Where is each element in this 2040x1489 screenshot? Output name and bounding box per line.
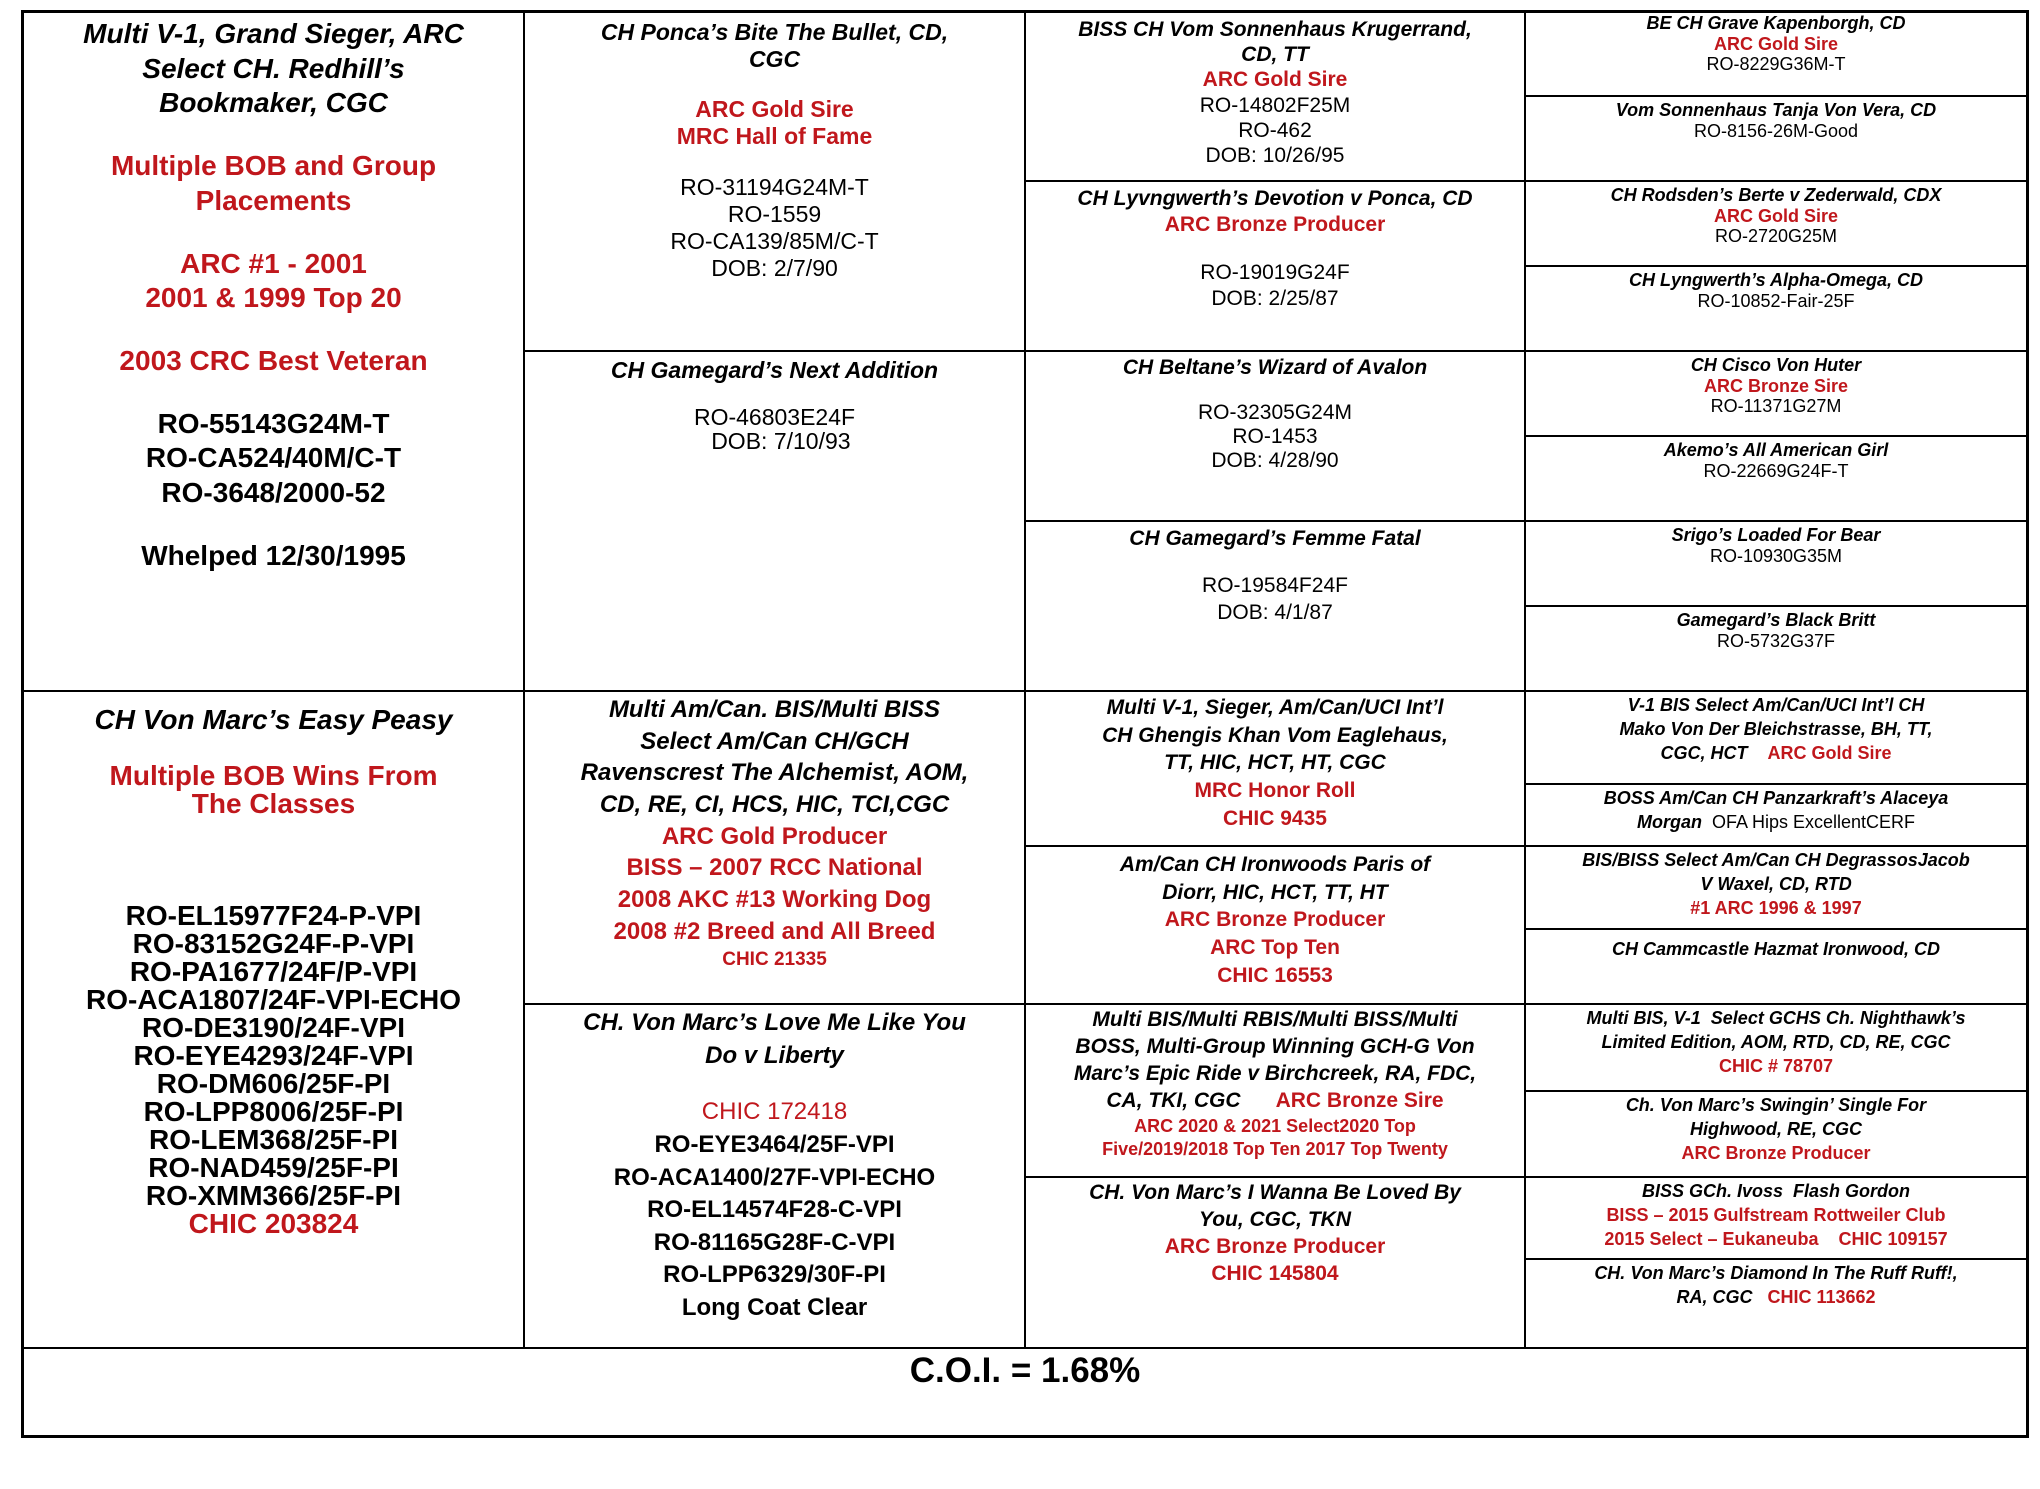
dam-cell <box>24 692 523 1347</box>
text-line: Highwood, RE, CGC <box>1690 1118 1862 1139</box>
text-line: ARC Bronze Producer <box>1681 1142 1871 1163</box>
text-line: Multi BIS/Multi RBIS/Multi BISS/Multi <box>1092 1008 1458 1031</box>
text-line: RO-8156-26M-Good <box>1693 120 1859 141</box>
text-line: CH. Von Marc’s Love Me Like You <box>583 1009 966 1036</box>
row-divider <box>24 1347 2026 1349</box>
g4-cell-14 <box>1526 1092 2026 1176</box>
text-line: V-1 BIS Select Am/Can/UCI Int’l CH <box>1627 695 1925 715</box>
text-line: 2008 AKC #13 Working Dog <box>617 886 932 914</box>
text-line: RO-LPP6329/30F-PI <box>663 1261 886 1289</box>
g4-cell-11 <box>1526 847 2026 928</box>
text-line: RO-462 <box>1238 118 1312 142</box>
text-line: BISS – 2007 RCC National <box>626 854 923 882</box>
text-line: MRC Hall of Fame <box>676 123 873 150</box>
text-line: BE CH Grave Kapenborgh, CD <box>1646 13 1906 33</box>
text-line: CHIC 172418 <box>701 1098 848 1126</box>
text-line: CH Ghengis Khan Vom Eaglehaus, <box>1102 723 1448 747</box>
spacer <box>1026 552 1524 573</box>
g3-cell-6 <box>1026 847 1524 1003</box>
g3-cell-5 <box>1026 692 1524 845</box>
text-fragment: OFA Hips ExcellentCERF <box>1701 811 1916 832</box>
text-line: CH Von Marc’s Easy Peasy <box>94 704 453 735</box>
text-line: RO-CA524/40M/C-T <box>145 442 402 474</box>
text-line: Multi V-1, Sieger, Am/Can/UCI Int’l <box>1106 696 1444 719</box>
text-line: RO-19584F24F <box>1202 574 1348 598</box>
text-line: ARC Bronze Producer <box>1164 908 1386 932</box>
text-line: Mako Von Der Bleichstrasse, BH, TT, <box>1619 718 1933 739</box>
text-line: RO-3648/2000-52 <box>161 477 386 509</box>
text-line: RO-11371G27M <box>1710 396 1842 417</box>
text-line: Marc’s Epic Ride v Birchcreek, RA, FDC, <box>1073 1061 1477 1085</box>
text-line: CD, TT <box>1241 43 1309 67</box>
text-line: ARC Bronze Producer <box>1164 213 1386 237</box>
text-line: CHIC 21335 <box>722 949 827 971</box>
text-line: Diorr, HIC, HCT, TT, HT <box>1162 880 1388 904</box>
text-fragment: ARC Gold Sire <box>1767 742 1892 763</box>
spacer <box>24 734 523 762</box>
text-line: BOSS, Multi-Group Winning GCH-G Von <box>1075 1034 1475 1058</box>
text-line: RO-EYE4293/24F-VPI <box>133 1040 414 1071</box>
spacer <box>525 382 1024 405</box>
text-fragment: RA, CGC <box>1676 1286 1753 1307</box>
text-line: #1 ARC 1996 & 1997 <box>1690 897 1862 918</box>
text-line: RO-1559 <box>727 200 822 227</box>
text-fragment <box>1241 1089 1276 1112</box>
text-line: Multi V-1, Grand Sieger, ARC <box>83 18 464 49</box>
text-line: CH Cisco Von Huter <box>1690 355 1862 375</box>
text-line: RO-DM606/25F-PI <box>156 1068 391 1099</box>
text-line: ARC 2020 & 2021 Select2020 Top <box>1134 1115 1416 1136</box>
coi-value: C.O.I. = 1.68% <box>909 1351 1141 1390</box>
text-line: CH. Von Marc’s I Wanna Be Loved By <box>1089 1181 1461 1204</box>
text-line: RO-8229G36M-T <box>1706 54 1846 75</box>
text-line: RO-31194G24M-T <box>680 173 869 200</box>
text-line: RO-NAD459/25F-PI <box>148 1152 399 1183</box>
text-line: Vom Sonnenhaus Tanja Von Vera, CD <box>1615 100 1937 120</box>
g4-cell-12 <box>1526 930 2026 1003</box>
text-line: CHIC 203824 <box>188 1208 359 1239</box>
spacer <box>525 1072 1024 1096</box>
text-line: RO-LPP8006/25F-PI <box>143 1096 404 1127</box>
text-line: RO-10852-Fair-25F <box>1697 290 1855 311</box>
spacer <box>1026 380 1524 401</box>
text-line: Multiple BOB and Group <box>110 150 437 182</box>
text-line: CHIC 9435 <box>1223 806 1327 830</box>
text-line: RO-EL15977F24-P-VPI <box>125 900 422 931</box>
g3-cell-4 <box>1026 522 1524 690</box>
text-fragment: CHIC 113662 <box>1767 1286 1876 1307</box>
text-line: CHIC 16553 <box>1217 963 1333 987</box>
text-line: RO-10930G35M <box>1709 545 1843 566</box>
spacer <box>24 846 523 874</box>
text-line: ARC Gold Sire <box>1713 205 1838 226</box>
text-fragment: CGC, HCT <box>1660 742 1748 763</box>
text-line: RO-DE3190/24F-VPI <box>142 1012 405 1043</box>
text-line: Long Coat Clear <box>681 1294 868 1321</box>
text-line: CH Rodsden’s Berte v Zederwald, CDX <box>1610 185 1942 205</box>
text-line: ARC Top Ten <box>1210 936 1340 960</box>
text-line: RO-19019G24F <box>1200 260 1350 284</box>
text-line: RO-1453 <box>1232 425 1318 449</box>
text-line: CH Gamegard’s Femme Fatal <box>1129 527 1421 550</box>
text-line: RO-83152G24F-P-VPI <box>132 928 415 959</box>
g4-cell-13 <box>1526 1005 2026 1090</box>
spacer <box>1026 239 1524 260</box>
text-line: The Classes <box>191 788 356 819</box>
text-line: ARC Bronze Producer <box>1164 1234 1386 1258</box>
text-line: Multi BIS, V-1 Select GCHS Ch. Nighthawk’s <box>1586 1008 1966 1028</box>
text-line: CH Beltane’s Wizard of Avalon <box>1122 356 1428 379</box>
pedigree-table <box>21 10 2029 1438</box>
spacer <box>24 379 523 407</box>
text-line: CH Lyvngwerth’s Devotion v Ponca, CD <box>1077 187 1473 210</box>
text-line: Do v Liberty <box>705 1041 844 1069</box>
text-line: RO-14802F25M <box>1199 93 1351 117</box>
text-line: Ch. Von Marc’s Swingin’ Single For <box>1625 1095 1927 1115</box>
g3-cell-3 <box>1026 352 1524 520</box>
text-line: RO-EYE3464/25F-VPI <box>654 1130 895 1158</box>
text-line: DOB: 7/10/93 <box>698 428 851 455</box>
text-line: CH Ponca’s Bite The Bullet, CD, <box>600 19 949 45</box>
text-line: Multiple BOB Wins From <box>109 760 438 791</box>
g4-cell-16 <box>1526 1260 2026 1347</box>
spacer <box>24 121 523 149</box>
text-line: You, CGC, TKN <box>1198 1207 1352 1231</box>
spacer <box>24 511 523 539</box>
spacer <box>24 219 523 247</box>
text-line: RO-CA139/85M/C-T <box>670 227 879 254</box>
spacer <box>525 73 1024 96</box>
text-line: Gamegard’s Black Britt <box>1676 610 1876 630</box>
text-line: CH Cammcastle Hazmat Ironwood, CD <box>1611 939 1941 959</box>
text-line: ARC Bronze Sire <box>1703 375 1849 396</box>
text-fragment: CA, TKI, CGC <box>1106 1088 1241 1112</box>
text-line <box>1026 1088 1524 1115</box>
g4-cell-2 <box>1526 97 2026 180</box>
text-line: CHIC # 78707 <box>1718 1055 1834 1076</box>
text-line: BISS GCh. Ivoss Flash Gordon <box>1641 1181 1911 1201</box>
g4-cell-8 <box>1526 607 2026 690</box>
text-line: DOB: 4/28/90 <box>1211 449 1339 473</box>
text-line: CH Lyngwerth’s Alpha-Omega, CD <box>1628 270 1924 290</box>
g4-cell-9 <box>1526 692 2026 783</box>
text-line: MRC Honor Roll <box>1194 779 1356 803</box>
text-line: 2015 Select – Eukaneuba CHIC 109157 <box>1604 1228 1948 1249</box>
spacer <box>24 874 523 902</box>
text-line: 2008 #2 Breed and All Breed <box>613 917 936 945</box>
text-line: RO-2720G25M <box>1714 226 1838 247</box>
text-line: DOB: 2/25/87 <box>1211 286 1339 310</box>
g4-cell-6 <box>1526 437 2026 520</box>
text-line: Srigo’s Loaded For Bear <box>1671 525 1881 545</box>
spacer <box>24 316 523 344</box>
text-line: ARC #1 - 2001 <box>180 247 367 279</box>
text-line: Bookmaker, CGC <box>159 87 388 119</box>
spacer <box>24 818 523 846</box>
text-line: RO-22669G24F-T <box>1703 460 1849 481</box>
text-line: ARC Gold Producer <box>661 822 888 850</box>
dam-sire-cell <box>525 692 1024 1003</box>
text-line <box>1526 742 2026 766</box>
text-line: Multi Am/Can. BIS/Multi BISS <box>608 696 941 723</box>
g4-cell-1 <box>1526 13 2026 95</box>
text-line: ARC Gold Sire <box>1202 68 1348 92</box>
text-line: BOSS Am/Can CH Panzarkraft’s Alaceya <box>1603 788 1949 808</box>
g4-cell-7 <box>1526 522 2026 605</box>
text-line: Akemo’s All American Girl <box>1663 440 1889 460</box>
g3-cell-7 <box>1026 1005 1524 1176</box>
text-line: ARC Gold Sire <box>695 96 854 123</box>
sire-sire-cell <box>525 13 1024 350</box>
text-line: DOB: 4/1/87 <box>1217 600 1333 624</box>
text-line: CH Gamegard’s Next Addition <box>610 357 939 383</box>
text-line: V Waxel, CD, RTD <box>1700 873 1852 894</box>
text-fragment <box>1752 1287 1767 1307</box>
dam-dam-cell <box>525 1005 1024 1347</box>
text-line: RO-32305G24M <box>1197 401 1353 425</box>
text-fragment: ARC Bronze Sire <box>1275 1088 1444 1112</box>
text-line: RO-EL14574F28-C-VPI <box>647 1196 902 1224</box>
text-line: 2003 CRC Best Veteran <box>119 345 428 377</box>
text-line: TT, HIC, HCT, HT, CGC <box>1164 751 1386 775</box>
text-line: ARC Gold Sire <box>1713 33 1838 54</box>
text-line: CGC <box>748 46 801 73</box>
text-line: RO-46803E24F <box>693 404 856 431</box>
g3-cell-2 <box>1026 182 1524 350</box>
text-line: CHIC 145804 <box>1211 1261 1339 1285</box>
g4-cell-5 <box>1526 352 2026 435</box>
text-line: RO-55143G24M-T <box>157 407 390 439</box>
text-line: Limited Edition, AOM, RTD, CD, RE, CGC <box>1601 1031 1951 1052</box>
text-line: CH. Von Marc’s Diamond In The Ruff Ruff!, <box>1594 1263 1958 1283</box>
text-line: BISS CH Vom Sonnenhaus Krugerrand, <box>1078 18 1472 41</box>
g3-cell-8 <box>1026 1178 1524 1347</box>
text-line <box>1526 811 2026 835</box>
text-line: RO-ACA1400/27F-VPI-ECHO <box>613 1163 936 1191</box>
g4-cell-10 <box>1526 785 2026 848</box>
text-fragment <box>1747 743 1767 763</box>
text-line: RO-XMM366/25F-PI <box>145 1180 402 1211</box>
text-line: Whelped 12/30/1995 <box>141 539 406 571</box>
text-line: DOB: 10/26/95 <box>1205 143 1345 167</box>
text-line: Select Am/Can CH/GCH <box>640 727 909 755</box>
text-line: Select CH. Redhill’s <box>142 52 405 84</box>
sire-cell <box>24 13 523 690</box>
g3-cell-1 <box>1026 13 1524 180</box>
text-line: RO-PA1677/24F/P-VPI <box>129 956 418 987</box>
text-line: RO-5732G37F <box>1716 630 1836 651</box>
text-line: Am/Can CH Ironwoods Paris of <box>1119 853 1431 876</box>
sire-dam-cell <box>525 352 1024 690</box>
g4-cell-15 <box>1526 1178 2026 1258</box>
text-line: DOB: 2/7/90 <box>711 254 838 281</box>
text-line: BISS – 2015 Gulfstream Rottweiler Club <box>1606 1204 1946 1225</box>
text-fragment: Morgan <box>1636 811 1702 832</box>
text-line: Five/2019/2018 Top Ten 2017 Top Twenty <box>1102 1138 1448 1159</box>
text-line: RO-81165G28F-C-VPI <box>653 1228 896 1256</box>
spacer <box>525 151 1024 174</box>
text-line: Ravenscrest The Alchemist, AOM, <box>580 759 969 787</box>
text-line: Placements <box>195 184 352 216</box>
text-line: CD, RE, CI, HCS, HIC, TCI,CGC <box>599 791 950 819</box>
text-line: RO-ACA1807/24F-VPI-ECHO <box>86 984 461 1015</box>
text-line: BIS/BISS Select Am/Can CH DegrassosJacob <box>1582 850 1970 870</box>
g4-cell-3 <box>1526 182 2026 265</box>
text-line <box>1526 1286 2026 1310</box>
text-line: RO-LEM368/25F-PI <box>149 1124 398 1155</box>
text-line: 2001 & 1999 Top 20 <box>145 282 402 314</box>
